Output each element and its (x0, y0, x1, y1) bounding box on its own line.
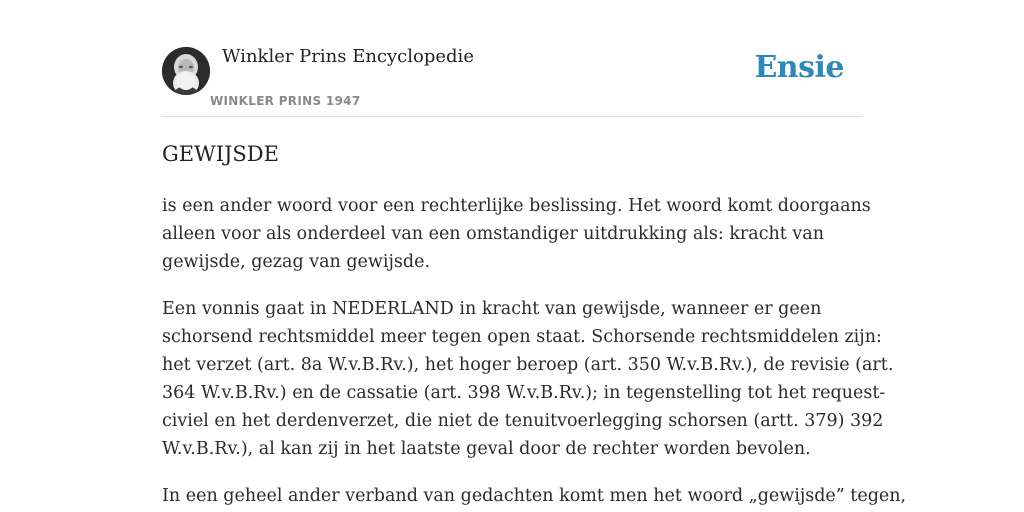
paragraph (162, 482, 907, 510)
text-line: In een geheel ander verband van gedachten komt men het woord „gewijsde” tegen, (162, 486, 907, 506)
edition-label[interactable]: WINKLER PRINS 1947 (210, 94, 361, 108)
text-line: Een vonnis gaat in NEDERLAND in kracht van gewijsde, wanneer er geen (162, 299, 822, 319)
author-portrait-icon (162, 47, 210, 95)
text-line: is een ander woord voor een rechterlijke beslissing. Het woord komt doorgaans (162, 196, 871, 216)
brand-logo[interactable]: Ensie (754, 50, 844, 85)
site-name[interactable]: Winkler Prins Encyclopedie (222, 46, 474, 67)
text-line: schorsend rechtsmiddel meer tegen open staat. Schorsende rechtsmiddelen zijn: (162, 327, 882, 347)
text-line: gewijsde, gezag van gewijsde. (162, 252, 431, 272)
paragraph (162, 192, 871, 276)
paragraph (162, 295, 894, 463)
article-title: GEWIJSDE (162, 142, 279, 166)
text-line: het verzet (art. 8a W.v.B.Rv.), het hoger beroep (art. 350 W.v.B.Rv.), de revisie (art. (162, 355, 894, 375)
text-line: civiel en het derdenverzet, die niet de tenuitvoerlegging schorsen (artt. 379) 392 (162, 411, 884, 431)
text-line: alleen voor als onderdeel van een omstandiger uitdrukking als: kracht van (162, 224, 824, 244)
text-line: 364 W.v.B.Rv.) en de cassatie (art. 398 W.v.B.Rv.); in tegenstelling tot het request- (162, 383, 886, 403)
article-body (162, 192, 907, 510)
header (162, 0, 862, 117)
text-line: W.v.B.Rv.), al kan zij in het laatste geval door de rechter worden bevolen. (162, 439, 811, 459)
avatar[interactable] (162, 47, 210, 95)
